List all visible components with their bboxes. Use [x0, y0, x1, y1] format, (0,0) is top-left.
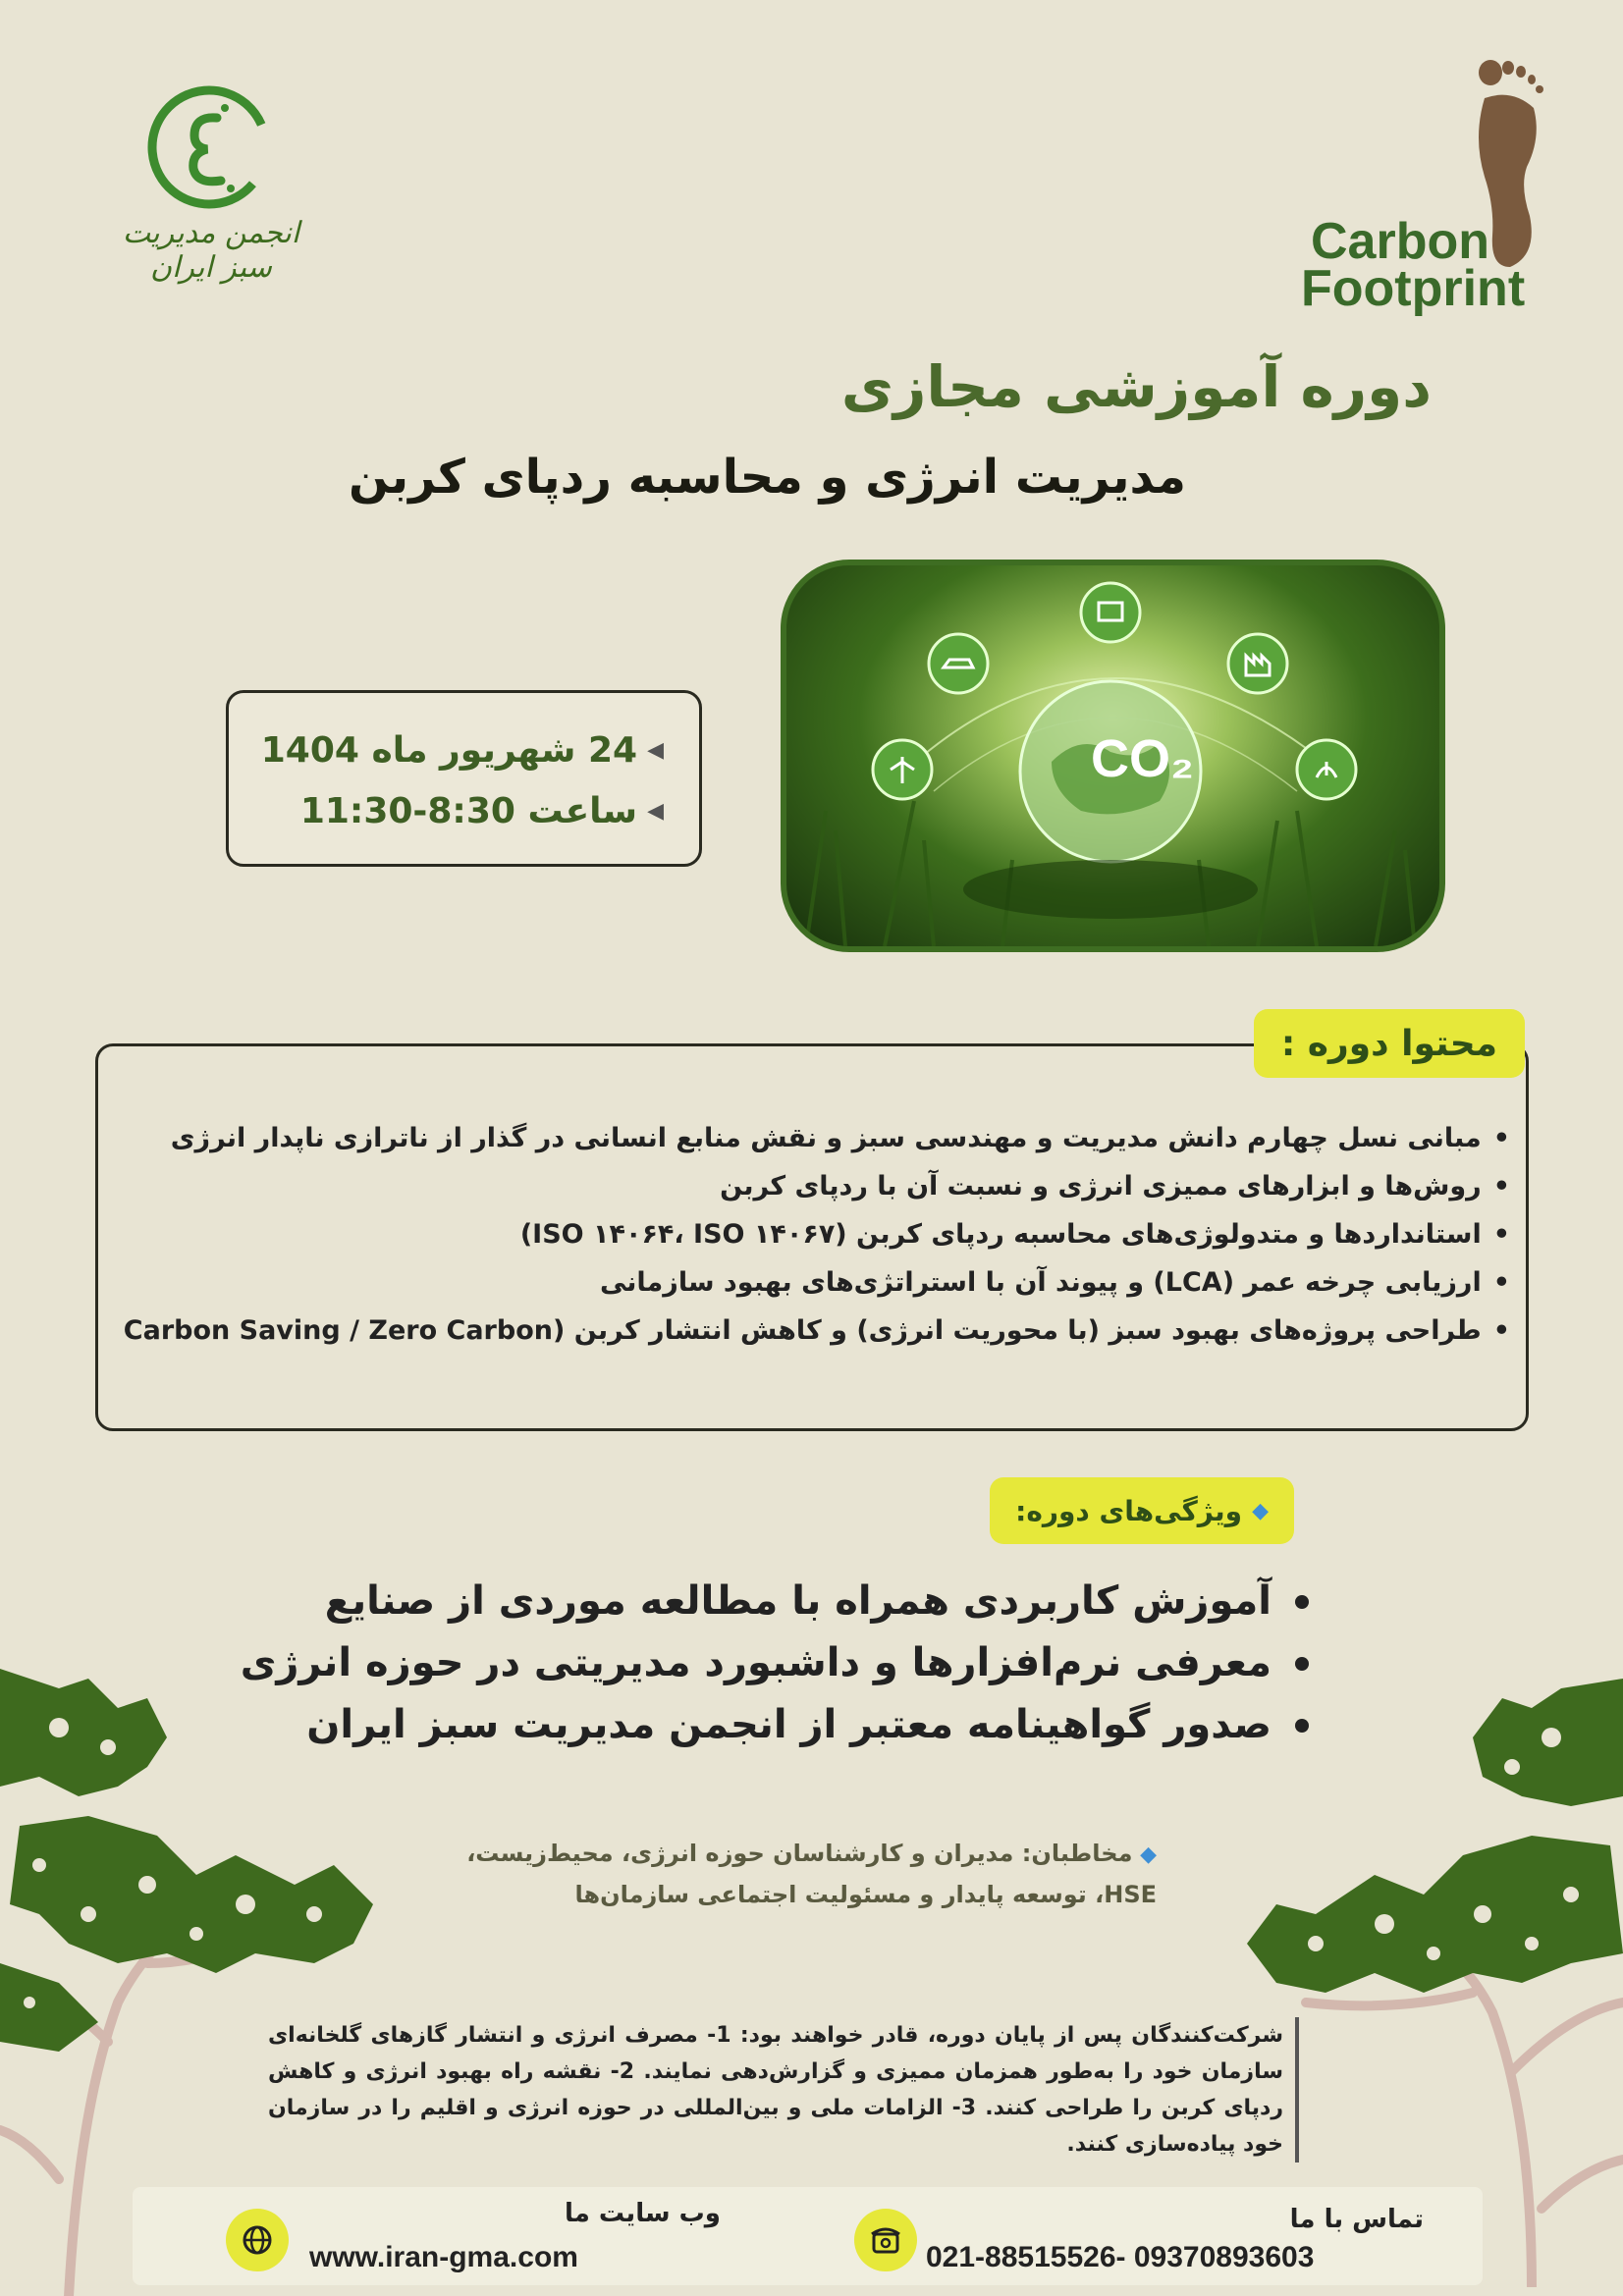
list-item: •استانداردها و متدولوژی‌های محاسبه ردپای کربن (ISO ۱۴۰۶۴، ISO ۱۴۰۶۷): [519, 1219, 1510, 1250]
schedule-time-row: [300, 791, 664, 831]
contact-label: تماس با ما: [1289, 2205, 1424, 2234]
globe-icon: [226, 2209, 289, 2271]
carbon-logo-line1: Carbon: [1311, 213, 1489, 270]
audience-line2: HSE، توسعه پایدار و مسئولیت اجتماعی سازمان‌ها: [574, 1881, 1157, 1908]
diamond-icon: ◆: [1252, 1498, 1269, 1523]
schedule-date: 24 شهریور ماه 1404: [260, 730, 638, 771]
features-list: [241, 1571, 1309, 1756]
schedule-date-row: [261, 730, 664, 771]
schedule-box: [226, 690, 702, 867]
course-content-list: [106, 1114, 1510, 1355]
hero-co2-image: [781, 560, 1445, 952]
website-label: وب سایت ما: [565, 2199, 721, 2228]
org-logo-mark: [140, 79, 278, 216]
hero-co2-label: CO₂: [1091, 729, 1194, 788]
org-logo: [93, 79, 329, 285]
features-heading: [990, 1477, 1294, 1544]
list-item: •طراحی پروژه‌های بهبود سبز (با محوریت انرژی) و کاهش انتشار کربن (Carbon Saving / Zero Carbon: [123, 1315, 1510, 1346]
diamond-icon: ◆: [1132, 1842, 1157, 1867]
course-title: مدیریت انرژی و محاسبه ردپای کربن: [348, 450, 1186, 505]
footer-contact-bar: [133, 2187, 1483, 2285]
audience-text: [450, 1834, 1157, 1914]
phone-icon: [854, 2209, 917, 2271]
list-item: •روش‌ها و ابزارهای ممیزی انرژی و نسبت آن با ردپای کربن: [720, 1171, 1510, 1201]
contact-phone[interactable]: 021-88515526- 09370893603: [926, 2241, 1315, 2273]
org-logo-name: انجمن مدیریت سبز ایران: [122, 216, 300, 285]
schedule-time: ساعت 8:30-11:30: [299, 791, 638, 831]
arrow-left-icon: ◀: [647, 738, 664, 763]
carbon-footprint-logo: [1286, 59, 1561, 317]
course-type-title: دوره آموزشی مجازی: [840, 353, 1432, 420]
arrow-left-icon: ◀: [647, 799, 664, 824]
list-item: صدور گواهینامه معتبر از انجمن مدیریت سبز ایران: [241, 1694, 1309, 1756]
bullet-icon: [1295, 1657, 1309, 1671]
carbon-logo-line2: Footprint: [1301, 260, 1526, 317]
features-heading-text: ویژگی‌های دوره:: [1015, 1494, 1243, 1527]
website-link[interactable]: www.iran-gma.com: [309, 2241, 578, 2273]
bullet-icon: [1295, 1595, 1309, 1609]
list-item: •ارزیابی چرخه عمر (LCA) و پیوند آن با استراتژی‌های بهبود سازمانی: [599, 1267, 1510, 1298]
list-item: آموزش کاربردی همراه با مطالعه موردی از صنایع: [241, 1571, 1309, 1632]
list-item: •مبانی نسل چهارم دانش مدیریت و مهندسی سبز و نقش منابع انسانی در گذار از ناترازی ناپدار انرژی: [170, 1123, 1510, 1153]
co2-globe-illustration: [786, 565, 1439, 946]
course-content-heading: محتوا دوره :: [1254, 1009, 1525, 1078]
list-item: معرفی نرم‌افزارها و داشبورد مدیریتی در حوزه انرژی: [241, 1632, 1309, 1694]
audience-line1: مخاطبان: مدیران و کارشناسان حوزه انرژی، محیط‌زیست،: [466, 1840, 1133, 1867]
learning-outcomes: شرکت‌کنندگان پس از پایان دوره، قادر خواهند بود: 1- مصرف انرژی و انتشار گازهای گلخانه‌ای سازمان خود را به‌طور همزمان ممیزی و گزارش‌دهی نمایند. 2- نقشه راه بهبود انرژی و کاهش ردپای کربن را طراحی کنند. 3- الزامات ملی و بین‌المللی در حوزه انرژی و اقلیم را در سازمان خود پیاده‌سازی کنند.: [268, 2017, 1299, 2163]
